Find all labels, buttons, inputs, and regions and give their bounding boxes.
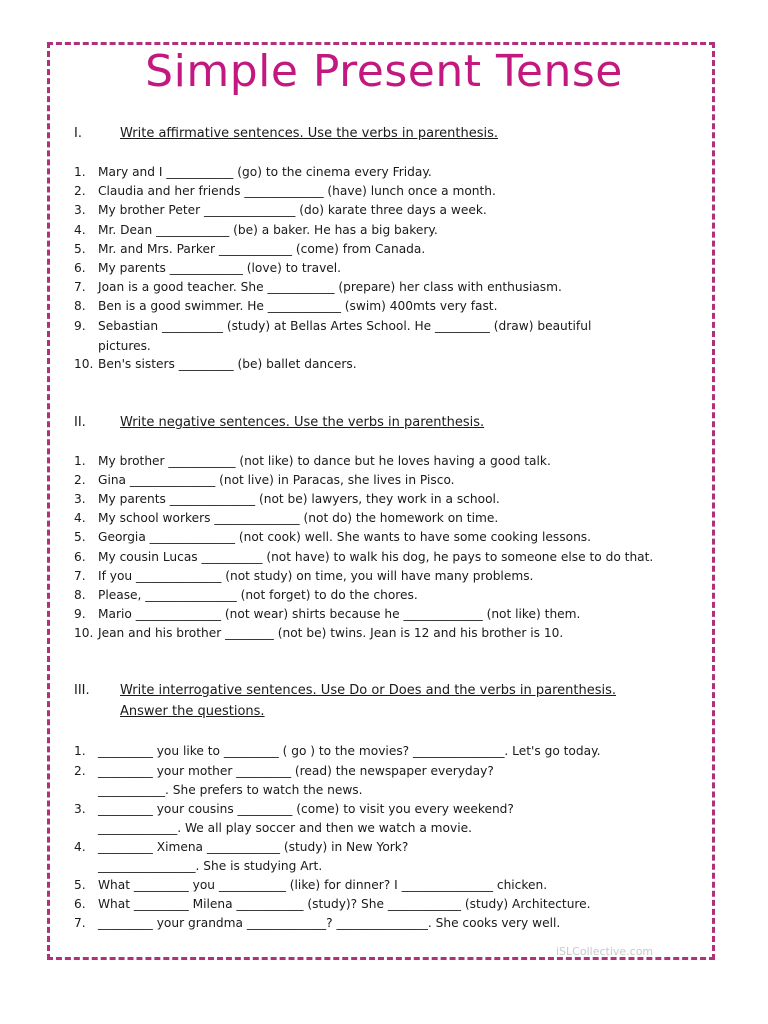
watermark: iSLCollective.com — [556, 945, 654, 958]
item-text: My parents ______________ (not be) lawyers, they work in a school. — [98, 492, 500, 506]
item-text: ___________. She prefers to watch the news. — [98, 783, 363, 797]
section-1-item-4 — [74, 223, 438, 237]
item-text: Please, _______________ (not forget) to do the chores. — [98, 588, 418, 602]
item-number: 4. — [74, 511, 86, 525]
item-number: 6. — [74, 261, 86, 275]
item-text: Gina ______________ (not live) in Paracas, she lives in Pisco. — [98, 473, 455, 487]
section-3-line-3 — [98, 783, 363, 797]
section-3-number: III. — [74, 683, 90, 698]
section-1-instruction: Write affirmative sentences. Use the verbs in parenthesis. — [120, 126, 498, 141]
item-number: 1. — [74, 744, 86, 758]
item-text: _________ Ximena ____________ (study) in New York? — [98, 840, 409, 854]
worksheet-title: Simple Present Tense — [145, 46, 623, 97]
item-number: 8. — [74, 588, 86, 602]
item-number: 1. — [74, 165, 86, 179]
section-3-line-6 — [74, 840, 408, 854]
item-number: 7. — [74, 916, 86, 930]
item-text: My parents ____________ (love) to travel. — [98, 261, 342, 275]
item-text: My brother ___________ (not like) to dance but he loves having a good talk. — [98, 454, 551, 468]
item-number: 1. — [74, 454, 86, 468]
section-1-item-7 — [74, 280, 562, 294]
section-1-item-5 — [74, 242, 425, 256]
section-3-line-2 — [74, 764, 494, 778]
item-text: My school workers ______________ (not do) the homework on time. — [98, 511, 499, 525]
item-text: Mario ______________ (not wear) shirts because he _____________ (not like) them. — [98, 607, 581, 621]
section-2-item-9 — [74, 607, 580, 621]
section-2-item-2 — [74, 473, 455, 487]
section-1-item-10 — [74, 357, 357, 371]
section-1-item-1 — [74, 165, 432, 179]
item-text: Mr. Dean ____________ (be) a baker. He has a big bakery. — [98, 223, 438, 237]
section-2-item-3 — [74, 492, 500, 506]
section-1-item-9-continuation: pictures. — [98, 339, 151, 353]
item-text: Claudia and her friends _____________ (have) lunch once a month. — [98, 184, 496, 198]
section-3-line-5 — [98, 821, 472, 835]
section-1-item-6 — [74, 261, 341, 275]
section-3-instruction-line-2: Answer the questions. — [120, 704, 265, 719]
item-text: _________ you like to _________ ( go ) to the movies? _______________. Let's go today. — [98, 744, 601, 758]
section-2-item-7 — [74, 569, 533, 583]
item-text: Ben's sisters _________ (be) ballet dancers. — [98, 357, 357, 371]
item-number: 9. — [74, 607, 86, 621]
item-text: Jean and his brother ________ (not be) twins. Jean is 12 and his brother is 10. — [98, 626, 564, 640]
section-1-item-8 — [74, 299, 497, 313]
section-3-heading — [74, 683, 616, 698]
item-text: If you ______________ (not study) on time, you will have many problems. — [98, 569, 534, 583]
item-number: 2. — [74, 764, 86, 778]
item-text: ________________. She is studying Art. — [98, 859, 323, 873]
section-2-number: II. — [74, 415, 86, 430]
item-text: Georgia ______________ (not cook) well. She wants to have some cooking lessons. — [98, 530, 592, 544]
section-2-heading — [74, 415, 484, 430]
item-number: 10. — [74, 357, 94, 371]
item-number: 6. — [74, 550, 86, 564]
section-3-line-7 — [98, 859, 322, 873]
item-number: 7. — [74, 280, 86, 294]
item-number: 3. — [74, 492, 86, 506]
item-text: Joan is a good teacher. She ___________ (prepare) her class with enthusiasm. — [98, 280, 562, 294]
item-text: _________ your mother _________ (read) the newspaper everyday? — [98, 764, 494, 778]
item-text: Mr. and Mrs. Parker ____________ (come) from Canada. — [98, 242, 426, 256]
section-3-line-4 — [74, 802, 514, 816]
item-text: _____________. We all play soccer and then we watch a movie. — [98, 821, 472, 835]
section-1-heading — [74, 126, 498, 141]
section-2-instruction: Write negative sentences. Use the verbs in parenthesis. — [120, 415, 485, 430]
item-number: 4. — [74, 840, 86, 854]
item-text: Sebastian __________ (study) at Bellas Artes School. He _________ (draw) beautiful — [98, 319, 592, 333]
item-text: What _________ Milena ___________ (study)? She ____________ (study) Architecture. — [98, 897, 591, 911]
item-number: 2. — [74, 473, 86, 487]
item-text: Mary and I ___________ (go) to the cinema every Friday. — [98, 165, 432, 179]
section-2-item-10 — [74, 626, 563, 640]
item-text: What _________ you ___________ (like) for dinner? I _______________ chicken. — [98, 878, 548, 892]
item-number: 9. — [74, 319, 86, 333]
section-3-instruction: Write interrogative sentences. Use Do or Does and the verbs in parenthesis. — [120, 683, 616, 698]
section-1-item-2 — [74, 184, 496, 198]
item-number: 2. — [74, 184, 86, 198]
item-number: 5. — [74, 530, 86, 544]
section-3-line-1 — [74, 744, 600, 758]
item-text: _________ your grandma _____________? _______________. She cooks very well. — [98, 916, 561, 930]
item-number: 6. — [74, 897, 86, 911]
item-text: My brother Peter _______________ (do) karate three days a week. — [98, 203, 487, 217]
item-number: 3. — [74, 802, 86, 816]
section-2-item-6 — [74, 550, 653, 564]
item-text: Ben is a good swimmer. He ____________ (swim) 400mts very fast. — [98, 299, 498, 313]
item-number: 5. — [74, 242, 86, 256]
section-2-item-4 — [74, 511, 498, 525]
item-text: _________ your cousins _________ (come) to visit you every weekend? — [98, 802, 514, 816]
section-2-item-1 — [74, 454, 551, 468]
section-1-item-3 — [74, 203, 487, 217]
item-number: 8. — [74, 299, 86, 313]
item-text: My cousin Lucas __________ (not have) to walk his dog, he pays to someone else to do that. — [98, 550, 654, 564]
section-3-line-10 — [74, 916, 560, 930]
item-number: 4. — [74, 223, 86, 237]
item-number: 5. — [74, 878, 86, 892]
item-number: 7. — [74, 569, 86, 583]
section-3-line-9 — [74, 897, 591, 911]
item-number: 10. — [74, 626, 94, 640]
section-2-item-5 — [74, 530, 591, 544]
section-1-number: I. — [74, 126, 82, 141]
section-2-item-8 — [74, 588, 418, 602]
section-1-item-9 — [74, 319, 591, 333]
item-number: 3. — [74, 203, 86, 217]
section-3-line-8 — [74, 878, 547, 892]
